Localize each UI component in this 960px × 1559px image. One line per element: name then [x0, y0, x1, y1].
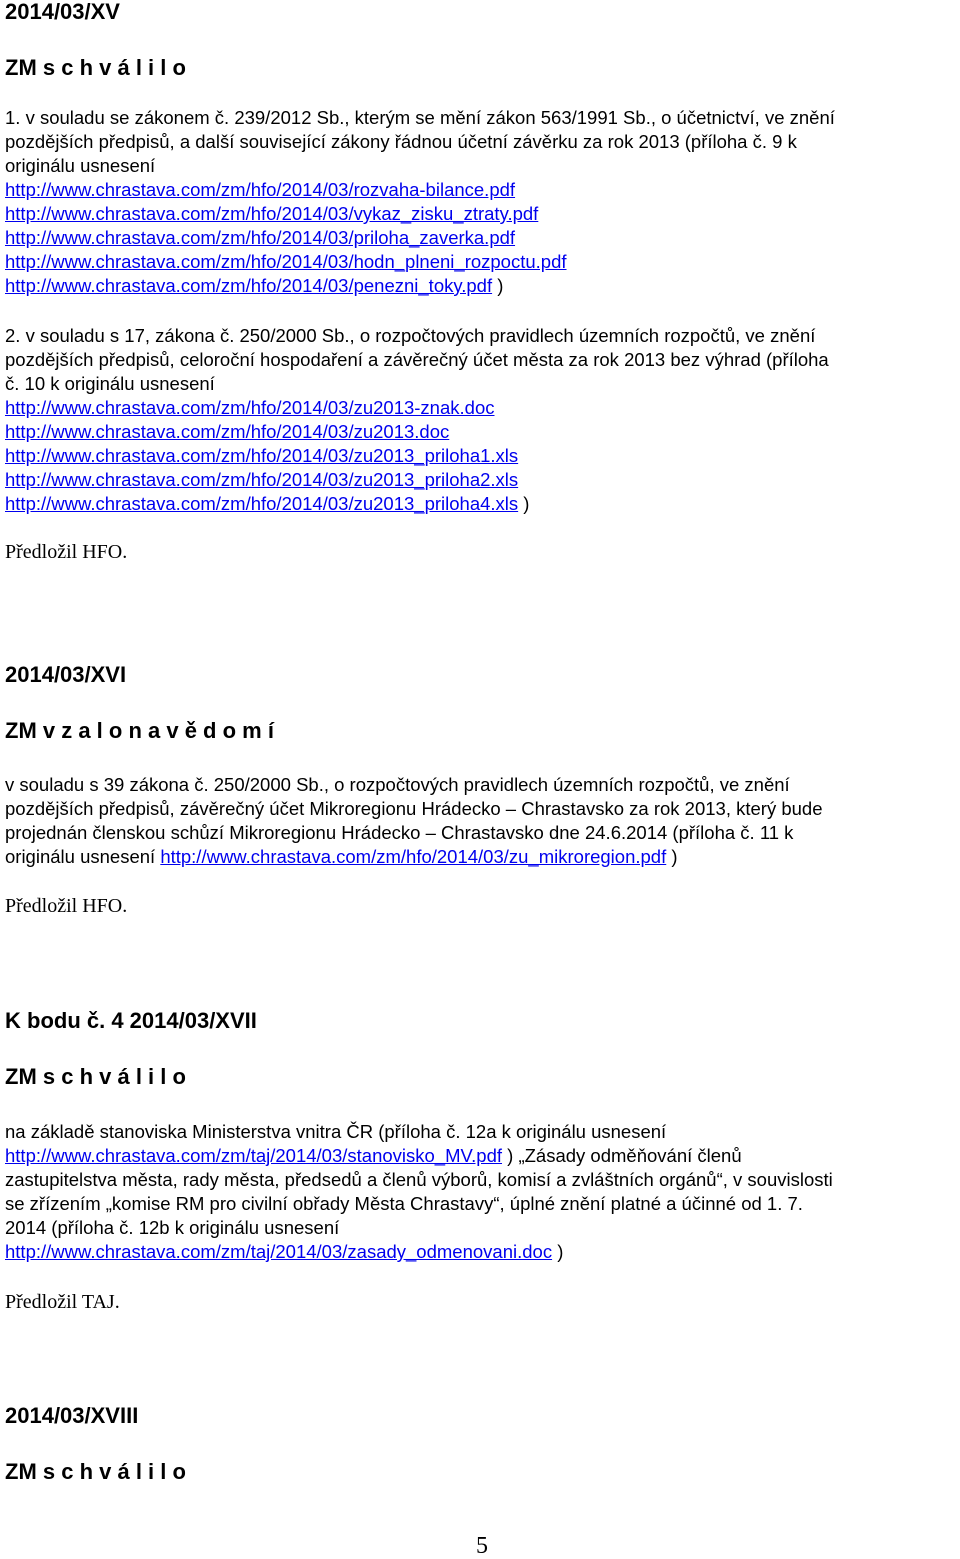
- attachment-link[interactable]: http://www.chrastava.com/zm/hfo/2014/03/rozvaha-bilance.pdf: [5, 179, 516, 200]
- attachment-link[interactable]: http://www.chrastava.com/zm/hfo/2014/03/zu2013_priloha2.xls: [5, 469, 519, 490]
- submitted-by: Předložil HFO.: [5, 541, 128, 563]
- paragraph-line: na základě stanoviska Ministerstva vnitra ČR (příloha č. 12a k originálu usnesení: [5, 1121, 667, 1142]
- paragraph-line: pozdějších předpisů, závěrečný účet Mikroregionu Hrádecko – Chrastavsko za rok 2013, který bude: [5, 798, 823, 819]
- attachment-link[interactable]: http://www.chrastava.com/zm/taj/2014/03/stanovisko_MV.pdf: [5, 1145, 503, 1166]
- attachment-link[interactable]: http://www.chrastava.com/zm/hfo/2014/03/zu2013_priloha4.xls: [5, 493, 519, 514]
- resolution-heading: 2014/03/XVIII: [5, 1403, 139, 1428]
- attachment-link[interactable]: http://www.chrastava.com/zm/hfo/2014/03/penezni_toky.pdf: [5, 275, 493, 296]
- resolution-verb: ZM s c h v á l i l o: [5, 55, 186, 80]
- paragraph-line: v souladu s 39 zákona č. 250/2000 Sb., o rozpočtových pravidlech územních rozpočtů, ve znění: [5, 774, 790, 795]
- page-number: 5: [476, 1533, 488, 1559]
- attachment-link[interactable]: http://www.chrastava.com/zm/hfo/2014/03/zu_mikroregion.pdf: [160, 846, 667, 867]
- closing-paren: ): [523, 493, 530, 514]
- paragraph-line: originálu usnesení: [5, 846, 156, 867]
- attachment-link[interactable]: http://www.chrastava.com/zm/hfo/2014/03/zu2013-znak.doc: [5, 397, 495, 418]
- resolution-verb: ZM s c h v á l i l o: [5, 1459, 186, 1484]
- attachment-link[interactable]: http://www.chrastava.com/zm/hfo/2014/03/zu2013_priloha1.xls: [5, 445, 519, 466]
- paragraph-line: projednán členskou schůzí Mikroregionu Hrádecko – Chrastavsko dne 24.6.2014 (příloha č. 11 k: [5, 822, 794, 843]
- paragraph-line: 2. v souladu s 17, zákona č. 250/2000 Sb., o rozpočtových pravidlech územních rozpočtů, ve znění: [5, 325, 816, 346]
- paragraph-line: pozdějších předpisů, celoroční hospodaření a závěrečný účet města za rok 2013 bez výhrad (příloha: [5, 349, 829, 370]
- attachment-link[interactable]: http://www.chrastava.com/zm/hfo/2014/03/zu2013.doc: [5, 421, 450, 442]
- paragraph-line: 2014 (příloha č. 12b k originálu usnesení: [5, 1217, 340, 1238]
- resolution-heading: 2014/03/XV: [5, 0, 120, 24]
- attachment-link[interactable]: http://www.chrastava.com/zm/hfo/2014/03/priloha_zaverka.pdf: [5, 227, 516, 248]
- submitted-by: Předložil TAJ.: [5, 1291, 120, 1313]
- resolution-verb: ZM s c h v á l i l o: [5, 1064, 186, 1089]
- closing-paren: ): [557, 1241, 564, 1262]
- paragraph-line: 1. v souladu se zákonem č. 239/2012 Sb., kterým se mění zákon 563/1991 Sb., o účetnictví, ve znění: [5, 107, 835, 128]
- resolution-verb: ZM v z a l o n a v ě d o m í: [5, 718, 274, 743]
- paragraph-line: se zřízením „komise RM pro civilní obřady Města Chrastavy“, úplné znění platné a účinné od 1. 7.: [5, 1193, 803, 1214]
- resolution-heading: 2014/03/XVI: [5, 662, 127, 687]
- paragraph-line: č. 10 k originálu usnesení: [5, 373, 215, 394]
- paragraph-line: originálu usnesení: [5, 155, 156, 176]
- paragraph-line: zastupitelstva města, rady města, předsedů a členů výborů, komisí a zvláštních orgánů“, v souvislosti: [5, 1169, 833, 1190]
- attachment-link[interactable]: http://www.chrastava.com/zm/hfo/2014/03/vykaz_zisku_ztraty.pdf: [5, 203, 539, 224]
- closing-paren: ): [497, 275, 504, 296]
- attachment-link[interactable]: http://www.chrastava.com/zm/taj/2014/03/zasady_odmenovani.doc: [5, 1241, 553, 1262]
- paragraph-line: pozdějších předpisů, a další související zákony řádnou účetní závěrku za rok 2013 (příloha č. 9 k: [5, 131, 797, 152]
- attachment-link[interactable]: http://www.chrastava.com/zm/hfo/2014/03/hodn_plneni_rozpoctu.pdf: [5, 251, 567, 272]
- paragraph-line: ) „Zásady odměňování členů: [507, 1145, 742, 1166]
- resolution-heading: K bodu č. 4 2014/03/XVII: [5, 1008, 257, 1033]
- submitted-by: Předložil HFO.: [5, 895, 128, 917]
- closing-paren: ): [671, 846, 678, 867]
